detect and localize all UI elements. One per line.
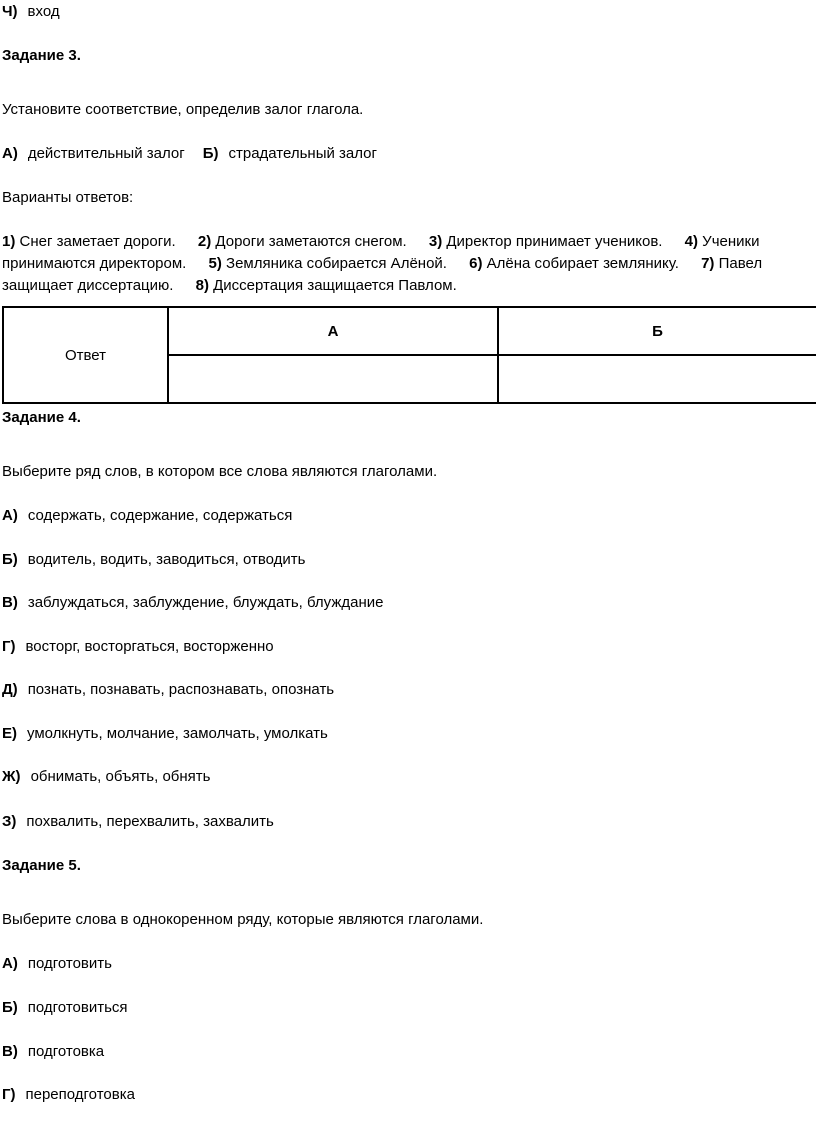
task4-option-v: В) заблуждаться, заблуждение, блуждать, блуждание (2, 594, 384, 611)
option-letter: А) (2, 145, 18, 162)
option-letter: Ч) (2, 3, 18, 20)
option-letter: Б) (202, 145, 219, 162)
task5-heading: Задание 5. (2, 857, 81, 874)
task5-instruction: Выберите слова в однокоренном ряду, которые являются глаголами. (2, 911, 484, 928)
task4-instruction: Выберите ряд слов, в котором все слова являются глаголами. (2, 463, 438, 480)
task5-option-g: Г) переподготовка (2, 1086, 135, 1103)
task4-option-g: Г) восторг, восторгаться, восторженно (2, 638, 274, 655)
task4-option-z: З) похвалить, перехвалить, захвалить (2, 813, 274, 830)
task4-option-a: А) содержать, содержание, содержаться (2, 507, 293, 524)
task3-options (2, 144, 377, 164)
task5-option-v: В) подготовка (2, 1043, 105, 1060)
sentences-paragraph: 1) Снег заметает дороги. 2) Дороги заметаются снегом. 3) Директор принимает учеников. 4) Ученики принимаются директором. 5) Земляника собирается Алёной. 6) Алёна собирает землянику. 7) Павел защищает диссертацию. 8) Диссертация защищается Павлом. (2, 233, 763, 294)
answer-table (2, 306, 816, 404)
column-header-a: А (168, 307, 498, 355)
column-header-b: Б (498, 307, 816, 355)
task4-option-d: Д) познать, познавать, распознавать, опознать (2, 681, 335, 698)
task5-option-a: А) подготовить (2, 955, 112, 972)
task3-heading: Задание 3. (2, 47, 81, 64)
option-text: действительный залог (27, 145, 185, 162)
answer-cell-a[interactable] (168, 355, 498, 403)
task4-option-e: Е) умолкнуть, молчание, замолчать, умолкать (2, 725, 328, 742)
task4-option-zh: Ж) обнимать, объять, обнять (2, 768, 211, 785)
option-text: страдательный залог (228, 145, 377, 162)
option-ch (2, 2, 60, 22)
answer-row-label: Ответ (3, 307, 168, 403)
answer-cell-b[interactable] (498, 355, 816, 403)
task3-instruction: Установите соответствие, определив залог глагола. (2, 101, 364, 118)
option-text: вход (27, 3, 60, 20)
variants-label: Варианты ответов: (2, 189, 134, 206)
task4-option-b: Б) водитель, водить, заводиться, отводить (2, 551, 306, 568)
task4-heading: Задание 4. (2, 409, 81, 426)
task5-option-b: Б) подготовиться (2, 999, 128, 1016)
